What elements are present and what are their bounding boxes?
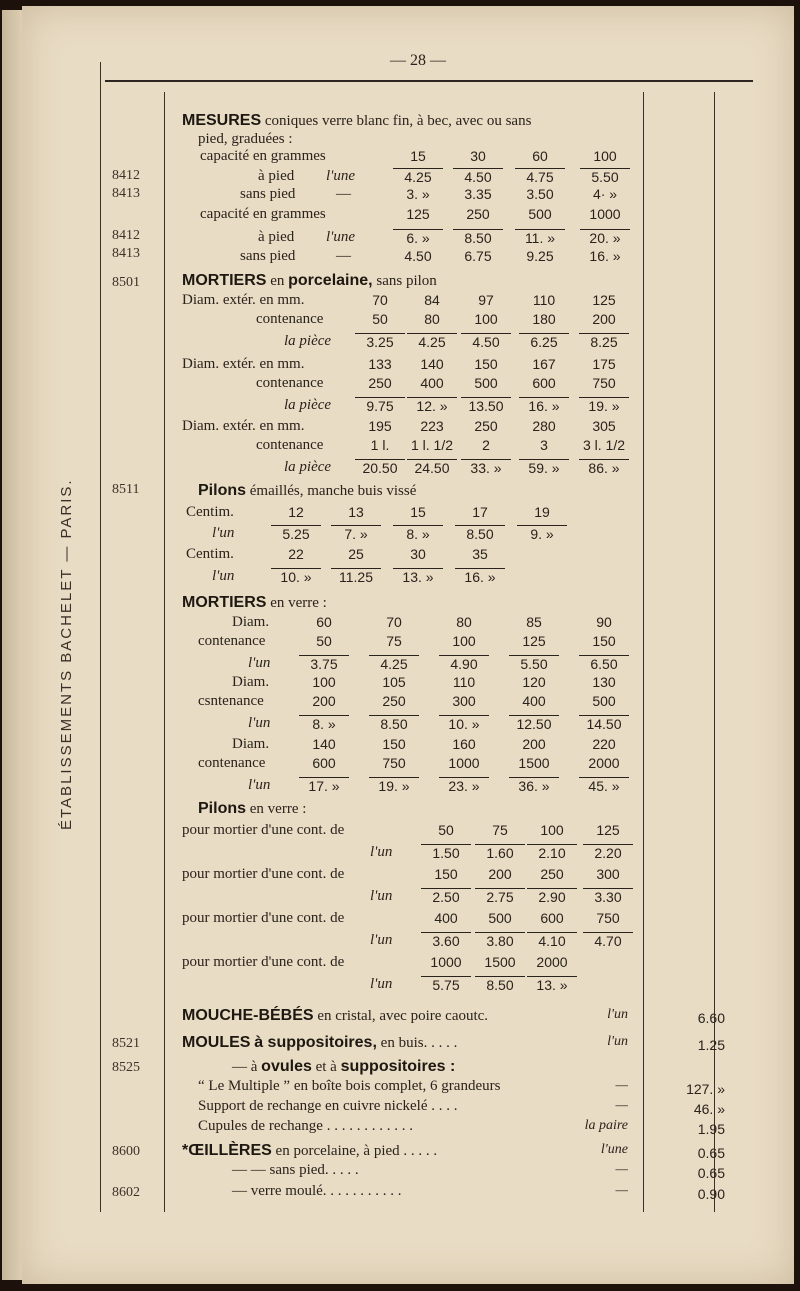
mortiers-porc-rest: sans pilon [376,273,437,289]
pverre-un-0: l'un [370,844,393,860]
mverre-diam-label-0: Diam. [232,614,270,630]
item-price-4: 46. » [693,1101,725,1117]
mporc-cont-label-1: contenance [256,375,324,391]
mesures-sans1-1: 3.35 [464,186,492,202]
mverre-r1-diam-1: 70 [386,614,402,630]
mporc-r2-diam-2: 150 [474,356,498,372]
code-8412-b: 8412 [112,228,140,243]
mverre-r2-diam-2: 110 [452,674,476,690]
pemail-r1-size-1: 13 [348,504,364,520]
mverre-r1-price-0: 3.75 [299,655,349,672]
mortiers-verre-title [182,594,327,612]
pverre-r2-cont-2: 250 [540,866,564,882]
pilons-verre-title [198,800,306,818]
mporc-r1-diam-0: 70 [372,292,388,308]
pemail-centim-2: Centim. [186,546,234,562]
item-pre-2: — à [232,1059,258,1075]
pemail-r2-size-1: 25 [348,546,364,562]
pverre-r2-price-3: 3.30 [583,888,633,905]
code-8413-b: 8413 [112,246,140,261]
mporc-r2-price-3: 16. » [519,397,569,414]
item-code-1: 8521 [112,1036,140,1051]
mverre-r3-diam-1: 150 [382,736,406,752]
pemail-un-2: l'un [212,568,235,584]
mporc-r1-cont-0: 50 [372,311,388,327]
mverre-r2-diam-3: 120 [522,674,546,690]
mverre-r2-price-0: 8. » [299,715,349,732]
pverre-r4-cont-0: 1000 [430,954,462,970]
item-price-7: 0.65 [697,1165,725,1181]
item-bold2-1: à suppositoires, [254,1034,377,1051]
pverre-un-1: l'un [370,888,393,904]
mporc-r2-diam-3: 167 [532,356,556,372]
item-line-7 [232,1162,359,1179]
mverre-r1-cont-0: 50 [316,633,332,649]
item-line-6 [182,1142,437,1160]
pemail-r2-size-3: 35 [472,546,488,562]
code-8511: 8511 [112,482,140,497]
mverre-r3-price-0: 17. » [299,777,349,794]
mortiers-verre-bold: MORTIERS [182,594,267,611]
pemail-r1-price-1: 7. » [331,525,381,542]
mesures-pied1-2: 4.75 [515,168,565,185]
mporc-r3-price-0: 20.50 [355,459,405,476]
mverre-r3-cont-3: 1500 [518,755,550,771]
mporc-cont-label-0: contenance [256,311,324,327]
mverre-r2-cont-1: 250 [382,693,406,709]
mverre-r2-price-4: 14.50 [579,715,629,732]
mverre-r3-cont-2: 1000 [448,755,480,771]
mverre-r3-price-3: 36. » [509,777,559,794]
item-rest-6: en porcelaine, à pied . . . . . [275,1143,438,1159]
pverre-r2-price-0: 2.50 [421,888,471,905]
mesures-cap2-0: 125 [406,206,430,222]
pemail-r2-price-1: 11.25 [331,568,381,585]
item-price-3: 127. » [686,1081,725,1097]
item-bold-1: MOULES [182,1034,251,1051]
pverre-r1-cont-2: 100 [540,822,564,838]
pilons-verre-bold: Pilons [198,800,247,817]
mesures-une-1: l'une [326,168,356,184]
pilons-email-rest: émaillés, manche buis vissé [249,483,417,499]
mporc-r1-cont-1: 80 [424,311,440,327]
pilons-verre-rest: en verre : [249,801,307,817]
mporc-diam-label-1: Diam. extér. en mm. [182,356,305,372]
code-column-line [164,92,165,1212]
mverre-r3-diam-2: 160 [452,736,476,752]
mesures-cap1-2: 60 [532,148,548,164]
mporc-r2-price-1: 12. » [407,397,457,414]
pverre-r4-cont-1: 1500 [484,954,516,970]
mporc-r3-diam-0: 195 [368,418,392,434]
pverre-r3-cont-0: 400 [434,910,458,926]
mporc-r3-diam-4: 305 [592,418,616,434]
item-line-4 [198,1098,457,1115]
pemail-r1-size-2: 15 [410,504,426,520]
mesures-sans-label-2: sans pied [240,248,296,264]
pverre-r2-price-2: 2.90 [527,888,577,905]
mverre-r2-diam-1: 105 [382,674,406,690]
item-unit-3: — [615,1078,628,1093]
mesures-cap-label-2: capacité en grammes [200,206,326,222]
item-rest-5: Cupules de rechange . . . . . . . . . . . . [198,1118,413,1134]
mortiers-verre-rest: en verre : [270,595,327,611]
item-rest-3: en boîte bois complet, 6 grandeurs [293,1078,501,1094]
mporc-piece-label-2: la pièce [284,459,332,475]
mesures-pied1-1: 4.50 [453,168,503,185]
pemail-un-1: l'un [212,525,235,541]
mverre-r3-price-4: 45. » [579,777,629,794]
mporc-r1-diam-1: 84 [424,292,440,308]
pverre-row-label-2: pour mortier d'une cont. de [182,910,345,926]
mesures-pied1-3: 5.50 [580,168,630,185]
mesures-cap2-2: 500 [528,206,552,222]
mesures-dash-2: — [336,248,351,264]
mortiers-porc-bold: MORTIERS [182,272,267,289]
pverre-r1-cont-3: 125 [596,822,620,838]
item-rest-4: Support de rechange en cuivre nickelé . . . . [198,1098,458,1114]
item-rest-7: — — sans pied. . . . . [232,1162,359,1178]
item-unit-8: — [615,1183,628,1198]
mverre-diam-label-2: Diam. [232,736,270,752]
code-8412-a: 8412 [112,168,140,183]
item-line-3 [198,1078,500,1095]
mporc-r1-cont-3: 180 [532,311,556,327]
left-margin-line [100,62,101,1212]
mporc-r3-diam-1: 223 [420,418,444,434]
pemail-r1-size-0: 12 [288,504,304,520]
item-price-0: 6.60 [697,1010,725,1026]
mverre-r2-cont-3: 400 [522,693,546,709]
mverre-diam-label-1: Diam. [232,674,270,690]
mesures-title [182,112,531,130]
mesures-title-line2: pied, graduées : [198,131,293,147]
pemail-r1-size-3: 17 [472,504,488,520]
mverre-r2-price-1: 8.50 [369,715,419,732]
mesures-dash-1: — [336,186,351,202]
pverre-row-label-3: pour mortier d'une cont. de [182,954,345,970]
pemail-r1-price-4: 9. » [517,525,567,542]
pverre-r1-price-0: 1.50 [421,844,471,861]
pverre-r3-price-2: 4.10 [527,932,577,949]
mverre-r3-diam-0: 140 [312,736,336,752]
mesures-pied2-2: 11. » [515,229,565,246]
mporc-piece-label-0: la pièce [284,333,332,349]
item-code-6: 8600 [112,1144,140,1159]
mporc-r3-price-1: 24.50 [407,459,457,476]
mverre-r1-diam-0: 60 [316,614,332,630]
pverre-r3-cont-1: 500 [488,910,512,926]
item-unit-0: l'un [607,1007,628,1022]
item-line-1 [182,1034,457,1052]
item-unit-1: l'un [607,1034,628,1049]
mporc-r2-diam-1: 140 [420,356,444,372]
item-price-5: 1.95 [697,1121,725,1137]
mverre-r1-price-3: 5.50 [509,655,559,672]
pemail-r2-size-2: 30 [410,546,426,562]
pemail-r2-price-3: 16. » [455,568,505,585]
mesures-sans2-0: 4.50 [404,248,432,264]
mporc-r1-diam-4: 125 [592,292,616,308]
mporc-r3-cont-4: 3 l. 1/2 [582,437,626,453]
mverre-r1-cont-2: 100 [452,633,476,649]
header-rule [105,80,753,82]
mverre-cont-label-1: csntenance [198,693,264,709]
pemail-r2-price-0: 10. » [271,568,321,585]
mverre-r2-price-2: 10. » [439,715,489,732]
item-line-2 [232,1058,455,1076]
mesures-une-2: l'une [326,229,356,245]
pverre-un-3: l'un [370,976,393,992]
pverre-un-2: l'un [370,932,393,948]
mesures-sans1-0: 3. » [406,186,430,202]
mporc-r1-diam-3: 110 [532,292,556,308]
mporc-r2-cont-4: 750 [592,375,616,391]
mverre-r2-cont-4: 500 [592,693,616,709]
mverre-r1-cont-1: 75 [386,633,402,649]
mporc-r2-price-0: 9.75 [355,397,405,414]
item-price-8: 0.90 [697,1186,725,1202]
pverre-row-label-1: pour mortier d'une cont. de [182,866,345,882]
mverre-r2-diam-4: 130 [592,674,616,690]
mverre-cont-label-2: contenance [198,755,266,771]
pverre-r1-cont-1: 75 [492,822,508,838]
item-unit-5: la paire [584,1118,628,1133]
mverre-r1-cont-3: 125 [522,633,546,649]
item-bold-3: “ Le Multiple ” [198,1078,291,1094]
mporc-diam-label-2: Diam. extér. en mm. [182,418,305,434]
pverre-r4-price-0: 5.75 [421,976,471,993]
pverre-r1-price-3: 2.20 [583,844,633,861]
mesures-pied-label-2: à pied [258,229,295,245]
mporc-r1-diam-2: 97 [478,292,494,308]
mverre-r2-cont-2: 300 [452,693,476,709]
mporc-r2-price-2: 13.50 [461,397,511,414]
item-bold3-2: suppositoires : [340,1058,456,1075]
mporc-r1-price-0: 3.25 [355,333,405,350]
mesures-title-rest: coniques verre blanc fin, à bec, avec ou sans [264,113,532,129]
mporc-r1-price-4: 8.25 [579,333,629,350]
mverre-r2-diam-0: 100 [312,674,336,690]
page-number: — 28 — [390,52,446,69]
mverre-r3-cont-4: 2000 [588,755,620,771]
mverre-un-label-2: l'un [248,777,271,793]
mverre-r1-cont-4: 150 [592,633,616,649]
pemail-r1-price-3: 8.50 [455,525,505,542]
mesures-sans1-2: 3.50 [526,186,554,202]
item-unit-7: — [615,1162,628,1177]
mporc-r1-price-2: 4.50 [461,333,511,350]
pilons-email-title [198,482,416,500]
pverre-r3-cont-3: 750 [596,910,620,926]
price-column-line-left [643,92,644,1212]
mporc-r3-price-2: 33. » [461,459,511,476]
mverre-r1-price-1: 4.25 [369,655,419,672]
mverre-r3-cont-1: 750 [382,755,406,771]
mesures-sans2-2: 9.25 [526,248,554,264]
item-bold-6: *ŒILLÈRES [182,1142,272,1159]
item-line-5 [198,1118,413,1135]
mverre-r2-price-3: 12.50 [509,715,559,732]
mverre-r1-diam-2: 80 [456,614,472,630]
mesures-cap1-1: 30 [470,148,486,164]
mporc-r1-cont-2: 100 [474,311,498,327]
item-rest-8: — verre moulé. . . . . . . . . . . [232,1183,402,1199]
pverre-r1-cont-0: 50 [438,822,454,838]
mporc-r2-cont-3: 600 [532,375,556,391]
mverre-cont-label-0: contenance [198,633,266,649]
pverre-r2-cont-1: 200 [488,866,512,882]
mporc-r3-diam-3: 280 [532,418,556,434]
mverre-r3-diam-3: 200 [522,736,546,752]
mporc-r2-diam-0: 133 [368,356,392,372]
mortiers-porc-title [182,272,437,290]
mverre-r1-diam-4: 90 [596,614,612,630]
mverre-un-label-0: l'un [248,655,271,671]
pverre-r2-cont-0: 150 [434,866,458,882]
mesures-title-bold: MESURES [182,112,262,129]
item-bold-0: MOUCHE-BÉBÉS [182,1007,314,1024]
mesures-pied1-0: 4.25 [393,168,443,185]
mporc-r2-cont-0: 250 [368,375,392,391]
side-text: ÉTABLISSEMENTS BACHELET — PARIS. [58,478,75,830]
pilons-email-bold: Pilons [198,482,247,499]
mesures-pied2-1: 8.50 [453,229,503,246]
pverre-r3-price-3: 4.70 [583,932,633,949]
mporc-r3-price-4: 86. » [579,459,629,476]
mverre-r3-diam-4: 220 [592,736,616,752]
item-line-0 [182,1007,488,1025]
mesures-cap1-3: 100 [593,148,617,164]
mporc-r3-diam-2: 250 [474,418,498,434]
mesures-sans2-1: 6.75 [464,248,492,264]
mporc-piece-label-1: la pièce [284,397,332,413]
mporc-r2-diam-4: 175 [592,356,616,372]
mesures-sans-label-1: sans pied [240,186,296,202]
pemail-r1-size-4: 19 [534,504,550,520]
item-bold2-2: ovules [261,1058,312,1075]
mporc-r2-cont-2: 500 [474,375,498,391]
mporc-r2-cont-1: 400 [420,375,444,391]
pverre-row-label-0: pour mortier d'une cont. de [182,822,345,838]
pverre-r4-price-1: 8.50 [475,976,525,993]
pverre-r1-price-2: 2.10 [527,844,577,861]
item-rest-1: en buis. . . . . [380,1035,458,1051]
mverre-r1-diam-3: 85 [526,614,542,630]
mesures-cap-label-1: capacité en grammes [200,148,326,164]
mporc-r3-price-3: 59. » [519,459,569,476]
mporc-r3-cont-2: 2 [482,437,490,453]
item-unit-4: — [615,1098,628,1113]
mporc-diam-label-0: Diam. extér. en mm. [182,292,305,308]
pemail-centim-1: Centim. [186,504,234,520]
mverre-r3-price-2: 23. » [439,777,489,794]
mverre-un-label-1: l'un [248,715,271,731]
mverre-r1-price-2: 4.90 [439,655,489,672]
pverre-r3-price-0: 3.60 [421,932,471,949]
mesures-pied2-0: 6. » [393,229,443,246]
mporc-cont-label-2: contenance [256,437,324,453]
item-line-8 [232,1183,402,1200]
pverre-r3-cont-2: 600 [540,910,564,926]
item-code-2: 8525 [112,1060,140,1075]
mporc-r1-price-1: 4.25 [407,333,457,350]
pverre-r1-price-1: 1.60 [475,844,525,861]
pemail-r1-price-2: 8. » [393,525,443,542]
mortiers-porc-en: en [270,273,285,289]
mortiers-porc-bold2: porcelaine, [288,272,373,289]
pemail-r1-price-0: 5.25 [271,525,321,542]
mesures-cap2-1: 250 [466,206,490,222]
pverre-r4-cont-2: 2000 [536,954,568,970]
mesures-pied2-3: 20. » [580,229,630,246]
mverre-r2-cont-0: 200 [312,693,336,709]
mesures-sans2-3: 16. » [589,248,621,264]
mverre-r3-price-1: 19. » [369,777,419,794]
pverre-r3-price-1: 3.80 [475,932,525,949]
item-price-6: 0.65 [697,1145,725,1161]
code-8413-a: 8413 [112,186,140,201]
mverre-r1-price-4: 6.50 [579,655,629,672]
mesures-cap1-0: 15 [410,148,426,164]
item-rest-0: en cristal, avec poire caoutc. [317,1008,489,1024]
pverre-r4-price-2: 13. » [527,976,577,993]
mesures-sans1-3: 4· » [592,186,618,202]
mporc-r3-cont-0: 1 l. [370,437,390,453]
mverre-r3-cont-0: 600 [312,755,336,771]
pverre-r2-price-1: 2.75 [475,888,525,905]
item-unit-6: l'une [600,1142,628,1157]
mporc-r3-cont-3: 3 [540,437,548,453]
code-8501: 8501 [112,275,140,290]
mesures-pied-label-1: à pied [258,168,295,184]
item-price-1: 1.25 [697,1037,725,1053]
mesures-cap2-3: 1000 [589,206,621,222]
pverre-r2-cont-3: 300 [596,866,620,882]
mporc-r1-price-3: 6.25 [519,333,569,350]
item-code-8: 8602 [112,1185,140,1200]
mporc-r3-cont-1: 1 l. 1/2 [410,437,454,453]
pemail-r2-price-2: 13. » [393,568,443,585]
item-rest-2: et à [315,1059,337,1075]
mporc-r2-price-4: 19. » [579,397,629,414]
mporc-r1-cont-4: 200 [592,311,616,327]
pemail-r2-size-0: 22 [288,546,304,562]
